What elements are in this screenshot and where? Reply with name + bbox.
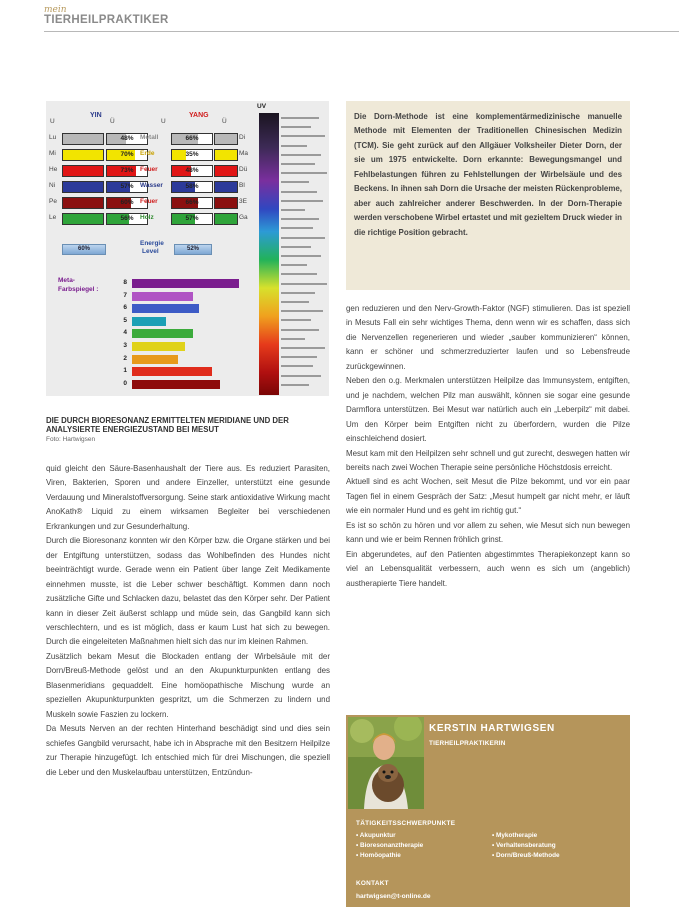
meridian-left-label: Lu [49,134,57,141]
paragraph: Durch die Bioresonanz konnten wir den Körper bzw. die Organe stärken und bei der Entgiftung unterstützen, sodass das Wohlbefinden des Hundes nicht beeinträchtigt wurde. Gerade wenn ein Patient über lange Zeit Medikamente einnehmen musste, ist die Leber schwer beschäftigt. Kommen dann noch zusätzliche Gifte und Schlacken dazu, belastet das den Körper sehr. Der Patient kann in dieser Zeit äußerst schlapp und müde sein, das Gangbild kann sich verschlechtern, und es ist möglich, dass er kaum Lust hat sich zu bewegen. Durch die eingeleiteten Maßnahmen hielt sich das nur im kleinen Rahmen. [46,536,330,647]
uv-bar [281,246,311,248]
level-bar [132,317,166,326]
uv-bar [281,209,305,211]
contact-title: KONTAKT [356,880,389,887]
element-label: Metall [140,134,159,141]
uv-bar [281,237,325,239]
yang-label: YANG [189,112,209,119]
meta-label: Meta- [58,277,75,284]
uv-bar [281,301,309,303]
level-bar [132,292,193,301]
meridian-right-label: Di [239,134,246,141]
uv-bar [281,338,305,340]
yang-percent-label: 66% [185,135,199,142]
uv-bar [281,227,313,229]
author-name: KERSTIN HARTWIGSEN [429,723,555,734]
uv-bar [281,375,321,377]
uv-spectrum-column [259,113,279,395]
uv-bar [281,126,311,128]
uv-bar [281,163,315,165]
paragraph: Neben den o.g. Merkmalen unterstützen Heilpilze das Immunsystem, entgiften, und je nachdem, welchen Pilz man auswählt, können sie sogar eine gesunde Darmflora unterstützen. Bei Mesut war natürlich auch ein „Leberpilz“ mit dabei. Um den Körper beim Entgiften nicht zu überfordern, wurden die Pilze einschleichend dosiert. [346,376,630,444]
bioresonance-figure [46,101,329,396]
yang-percent-label: 35% [185,151,199,158]
paragraph: Da Mesuts Nerven an der rechten Hinterhand beschädigt sind und dies sein schiefes Gangbild verursacht, habe ich in Absprache mit den Besitzern Heilpilze zur Therapie hinzugefügt. Ich entschied mich für drei Mischungen, die speziell die Leber und den Muskelaufbau unterstützen, Entzündun- [46,724,330,777]
yin-color-swatch [62,181,104,193]
author-photo [348,717,424,809]
energy-label: Energie [140,240,164,247]
element-label: Feuer [140,198,158,205]
yang-percent-label: 48% [185,167,199,174]
yin-color-swatch [62,133,104,145]
level-number: 4 [123,329,127,337]
article-left-column [46,462,330,780]
focus-item: • Bioresonanztherapie [356,842,424,849]
level-number: 2 [123,354,127,362]
uv-bar [281,154,321,156]
yang-percent-box [171,213,213,225]
uv-bar [281,384,309,386]
paragraph: Es ist so schön zu hören und vor allem zu sehen, wie Mesut sich nun bewegen kann und wie er beim Rennen fröhlich grinst. [346,520,630,545]
uv-bar [281,181,309,183]
uv-bar [281,218,319,220]
contact-email: hartwigsen@t-online.de [356,893,431,900]
element-label: Feuer [140,166,158,173]
yang-percent-label: 57% [185,215,199,222]
level-bar [132,329,193,338]
yin-color-swatch [62,213,104,225]
u-left-label: U [50,118,55,125]
level-number: 3 [123,342,127,349]
dorn-method-infobox [346,101,630,290]
meridian-right-label: Ma [239,150,249,157]
meridian-right-label: Bl [239,182,245,189]
energy-label: Level [142,248,159,255]
level-bar [132,304,199,313]
yang-percent-box [171,181,213,193]
uv-bar [281,135,325,137]
uv-bar [281,283,327,285]
photo-credit: Foto: Hartwigsen [46,436,96,443]
uv-bar [281,356,317,358]
level-number: 8 [123,279,127,286]
uv-bar [281,200,323,202]
uv-bar [281,117,319,119]
author-role: TIERHEILPRAKTIKERIN [429,740,506,747]
yin-percent-label: 73% [120,167,134,174]
yang-percent-box [171,165,213,177]
meridian-right-label: Ga [239,214,248,221]
uv-bar [281,255,321,257]
u-right-label-2: Ü [222,118,227,125]
yin-color-swatch [62,149,104,161]
yang-color-swatch [214,133,238,145]
magazine-brand [44,6,169,26]
focus-item: • Akupunktur [356,832,396,839]
yin-percent-label: 70% [120,151,134,158]
yang-percent-box [171,133,213,145]
author-box [346,715,630,907]
uv-bar [281,347,325,349]
brand-title: TIERHEILPRAKTIKER [44,14,169,26]
paragraph: Mesut kam mit den Heilpilzen sehr schnell und gut zurecht, deswegen hatten wir bereits nach zwei Wochen Therapie seine persönliche Höchstdosis erreicht. [346,448,630,472]
yang-color-swatch [214,181,238,193]
level-bar [132,342,185,351]
paragraph: Zusätzlich bekam Mesut die Blockaden entlang der Wirbelsäule mit der Dorn/Breuß-Methode gelöst und an den Akupunkturpunkten entlang des Blasenmeridians gequaddelt. Eine homöopathische Mischung wurde an speziellen Akupunkturpunkten gespritzt, um die Schmerzen zu lindern und Muskeln sowie Faszien zu lockern. [46,651,330,719]
focus-item: • Verhaltensberatung [492,842,556,849]
paragraph: gen reduzieren und den Nerv-Growth-Faktor (NGF) stimulieren. Das ist speziell in Mesuts Fall ein sehr wichtiges Thema, denn wenn wir es schaffen, dass sich die Nervenzellen regenerieren und wieder „sauber kommunizieren“ können, kann er schöner und schmerzreduzierter laufen und so Lebensfreude zurückgewinnen. [346,304,630,371]
level-number: 1 [123,367,127,375]
figure-caption: DIE DURCH BIORESONANZ ERMITTELTEN MERIDIANE UND DER ANALYSIERTE ENERGIEZUSTAND BEI MESUT [46,416,289,434]
u-right-label: Ü [110,118,115,125]
uv-bar [281,292,315,294]
focus-item: • Homöopathie [356,852,401,859]
level-number: 7 [123,291,127,299]
yang-percent-box [171,197,213,209]
meridian-left-label: He [49,166,58,173]
yang-color-swatch [214,213,238,225]
article-right-column [346,302,630,591]
yang-color-swatch [214,197,238,209]
element-label: Wasser [140,182,163,189]
meridian-left-label: Le [49,214,57,221]
level-bar [132,367,212,376]
meridian-left-label: Mi [49,150,56,157]
yin-percent-label: 60% [120,199,134,206]
level-number: 5 [123,316,127,324]
uv-bar [281,172,327,174]
meridian-left-label: Ni [49,182,56,189]
uv-bar [281,329,319,331]
level-number: 0 [123,379,127,387]
yang-color-swatch [214,149,238,161]
level-bar [132,355,178,364]
element-label: Erde [140,150,155,157]
yin-color-swatch [62,165,104,177]
brand-small: mein [44,5,67,15]
yin-percent-label: 48% [120,135,134,142]
element-label: Holz [140,214,154,221]
uv-bar [281,191,317,193]
paragraph: Ein abgerundetes, auf den Patienten abgestimmtes Therapiekonzept kann so viel an Lebensqualität verbessern, auch wenn es sich um (angeblich) austherapierte Tiere handelt. [346,549,630,588]
yang-color-swatch [214,165,238,177]
focus-item: • Mykotherapie [492,832,538,839]
uv-bar [281,310,323,312]
meridian-right-label: Dü [239,166,248,173]
infobox-text: Die Dorn-Methode ist eine komplementärmedizinische manuelle Methode mit Elementen der Traditionellen Chinesischen Medizin (TCM). Sie geht zurück auf den Allgäuer Volksheiler Dieter Dorn, der sie um 1975 entwickelte. Dorn erkannte: Bewegungsmangel und Fehlbelastungen führen zu Fehlstellungen der Wirbelsäule und des Beckens. In ihnen sah Dorn die Ursache der meisten Rückenprobleme, aber auch zahlreicher anderer Beschwerden. In der Dorn-Therapie werden verschobene Wirbel ertastet und mit gezieltem Druck wieder in die richtige Position gebracht. [354,112,622,237]
yang-percent-label: 66% [185,199,199,206]
level-bar [132,380,220,389]
level-number: 6 [123,304,127,312]
yin-color-swatch [62,197,104,209]
header-rule [44,31,679,32]
focus-item: • Dorn/Breuß-Methode [492,852,560,859]
energy-bar-yin: 60% [62,244,106,255]
paragraph: Aktuell sind es acht Wochen, seit Mesut die Pilze bekommt, und vor ein paar Tagen fiel in einem Gespräch der Satz: „Mesut humpelt gar nicht mehr, er läuft wie ein normaler Hund und es geht im richtig gut.“ [346,477,630,516]
uv-label: UV [257,103,267,110]
focus-title: TÄTIGKEITSSCHWERPUNKTE [356,820,456,827]
meridian-left-label: Pe [49,198,57,205]
uv-bar [281,145,307,147]
meridian-right-label: 3E [239,198,247,205]
author-with-dog-image [348,717,424,809]
uv-bar [281,264,307,266]
yin-label: YIN [90,112,102,119]
meta-label: Farbspiegel : [58,286,99,293]
u-left-label-2: U [161,118,166,125]
level-bar [132,279,239,288]
uv-bar [281,319,311,321]
paragraph: quid gleicht den Säure-Basenhaushalt der Tiere aus. Es reduziert Parasiten, Viren, Bakterien, Sporen und andere Einzeller, unterstützt eine gesunde Verdauung und Mineralstoffversorgung. Seine stark antioxidative Wirkung macht AnoKath® Liquid zu einem wirksamen Begleiter bei verschiedenen Erkrankungen und zur Gesunderhaltung. [46,464,330,531]
yin-percent-label: 57% [120,183,134,190]
yang-percent-box [171,149,213,161]
uv-bar [281,273,317,275]
energy-bar-yang: 52% [174,244,212,255]
yin-percent-label: 56% [120,215,134,222]
yang-percent-label: 58% [185,183,199,190]
uv-bar [281,365,313,367]
